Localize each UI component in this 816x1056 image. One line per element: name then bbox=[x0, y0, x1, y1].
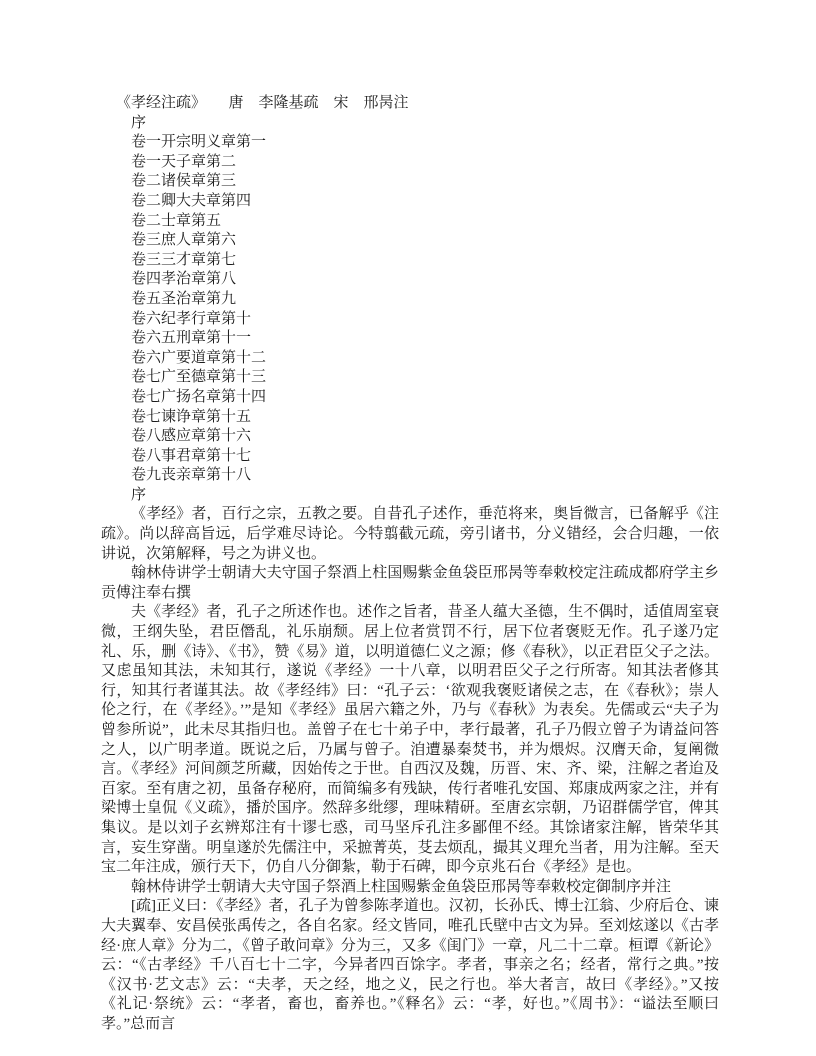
toc-item: 序 bbox=[131, 486, 147, 503]
paragraph-compiler-credit-yuzhi-xu: 翰林侍讲学士朝请大夫守国子祭酒上柱国赐紫金鱼袋臣邢昺等奉敕校定御制序并注 bbox=[131, 878, 672, 895]
paragraph-compiler-credit-zhushu: 翰林侍讲学士朝请大夫守国子祭酒上柱国赐紫金鱼袋臣邢昺等奉敕校定注疏成都府学主乡贡傅注奉右撰 bbox=[101, 565, 719, 601]
toc-item: 卷二诸侯章第三 bbox=[131, 173, 237, 190]
toc-item: 卷二卿大夫章第四 bbox=[131, 192, 252, 209]
toc-item: 卷八事君章第十七 bbox=[131, 447, 252, 464]
toc-item: 卷七谏诤章第十五 bbox=[131, 408, 252, 425]
toc-item: 卷八感应章第十六 bbox=[131, 428, 252, 445]
toc-item: 卷六纪孝行章第十 bbox=[131, 310, 252, 327]
toc-item: 卷九丧亲章第十八 bbox=[131, 467, 252, 484]
toc-item: 卷二士章第五 bbox=[131, 212, 222, 229]
toc-item: 卷五圣治章第九 bbox=[131, 290, 237, 307]
document-title: 《孝经注疏》 唐 李隆基疏 宋 邢昺注 bbox=[116, 95, 409, 111]
paragraph-jiangyi-summary: 《孝经》者，百行之宗，五教之要。自昔孔子述作，垂范将来，奥旨微言，已备解乎《注疏》。尚以辞高旨远，后学难尽诗论。今特翦截元疏，旁引诸书，分义错经，会合归趣，一依讲说，次第解释，号之为讲义也。 bbox=[101, 506, 719, 562]
toc-item: 卷三庶人章第六 bbox=[131, 232, 237, 249]
toc-item: 序 bbox=[131, 114, 147, 131]
paragraph-shu-zhengyi-commentary: [疏]正义曰：《孝经》者，孔子为曾参陈孝道也。汉初，长孙氏、博士江翁、少府后仓、谏大夫翼奉、安昌侯张禹传之，各自名家。经文皆同，唯孔氏壁中古文为异。至刘炫遂以《古孝经·庶人章》分为二，《曾子敢问章》分为三，又多《闺门》一章，凡二十二章。桓谭《新论》云：“《古孝经》千八百七十二字，今异者四百馀字。孝者，事亲之名；经者，常行之典。”按《汉书·艺文志》云：“夫孝，天之经，地之义，民之行也。举大者言，故曰《孝经》。”又按《礼记·祭统》云：“孝者，畜也，畜养也。”《释名》云：“孝，好也。”《周书》：“谥法至顺曰孝。”总而言 bbox=[101, 898, 719, 1032]
paragraph-xingbing-preface: 夫《孝经》者，孔子之所述作也。述作之旨者，昔圣人蕴大圣德，生不偶时，适值周室衰微，王纲失坠，君臣僭乱，礼乐崩颓。居上位者赏罚不行，居下位者褒贬无作。孔子遂乃定礼、乐，删《诗》、《书》，赞《易》道，以明道德仁义之源；修《春秋》，以正君臣父子之法。又虑虽知其法，未知其行，遂说《孝经》一十八章，以明君臣父子之行所寄。知其法者修其行，知其行者谨其法。故《孝经纬》曰：“孔子云：‘欲观我褒贬诸侯之志，在《春秋》；崇人伦之行，在《孝经》。’”是知《孝经》虽居六籍之外，乃与《春秋》为表矣。先儒或云“夫子为曾参所说”，此未尽其指归也。盖曾子在七十弟子中，孝行最著，孔子乃假立曾子为请益问答之人，以广明孝道。既说之后，乃属与曾子。洎遭暴秦焚书，并为煨烬。汉膺天命，复阐微言。《孝经》河间颜芝所藏，因始传之于世。自西汉及魏，历晋、宋、齐、梁，注解之者迨及百家。至有唐之初，虽备存秘府，而简编多有残缺，传行者唯孔安国、郑康成两家之注，并有梁博士皇侃《义疏》，播於国序。然辞多纰缪，理味精研。至唐玄宗朝，乃诏群儒学官，俾其集议。是以刘子玄辨郑注有十谬七惑，司马坚斥孔注多鄙俚不经。其馀诸家注解，皆荣华其言，妄生穿凿。明皇遂於先儒注中，采摭菁英，芟去烦乱，撮其义理允当者，用为注解。至天宝二年注成，颁行天下，仍自八分御紮，勒于石碑，即今京兆石台《孝经》是也。 bbox=[101, 604, 719, 876]
toc-item: 卷三三才章第七 bbox=[131, 251, 237, 268]
toc-item: 卷一天子章第二 bbox=[131, 153, 237, 170]
toc-item: 卷七广扬名章第十四 bbox=[131, 388, 267, 405]
toc-item: 卷六广要道章第十二 bbox=[131, 349, 267, 366]
toc-item: 卷四孝治章第八 bbox=[131, 271, 237, 288]
toc-item: 卷七广至德章第十三 bbox=[131, 369, 267, 386]
table-of-contents bbox=[101, 114, 719, 506]
toc-item: 卷六五刑章第十一 bbox=[131, 330, 252, 347]
toc-item: 卷一开宗明义章第一 bbox=[131, 134, 267, 151]
